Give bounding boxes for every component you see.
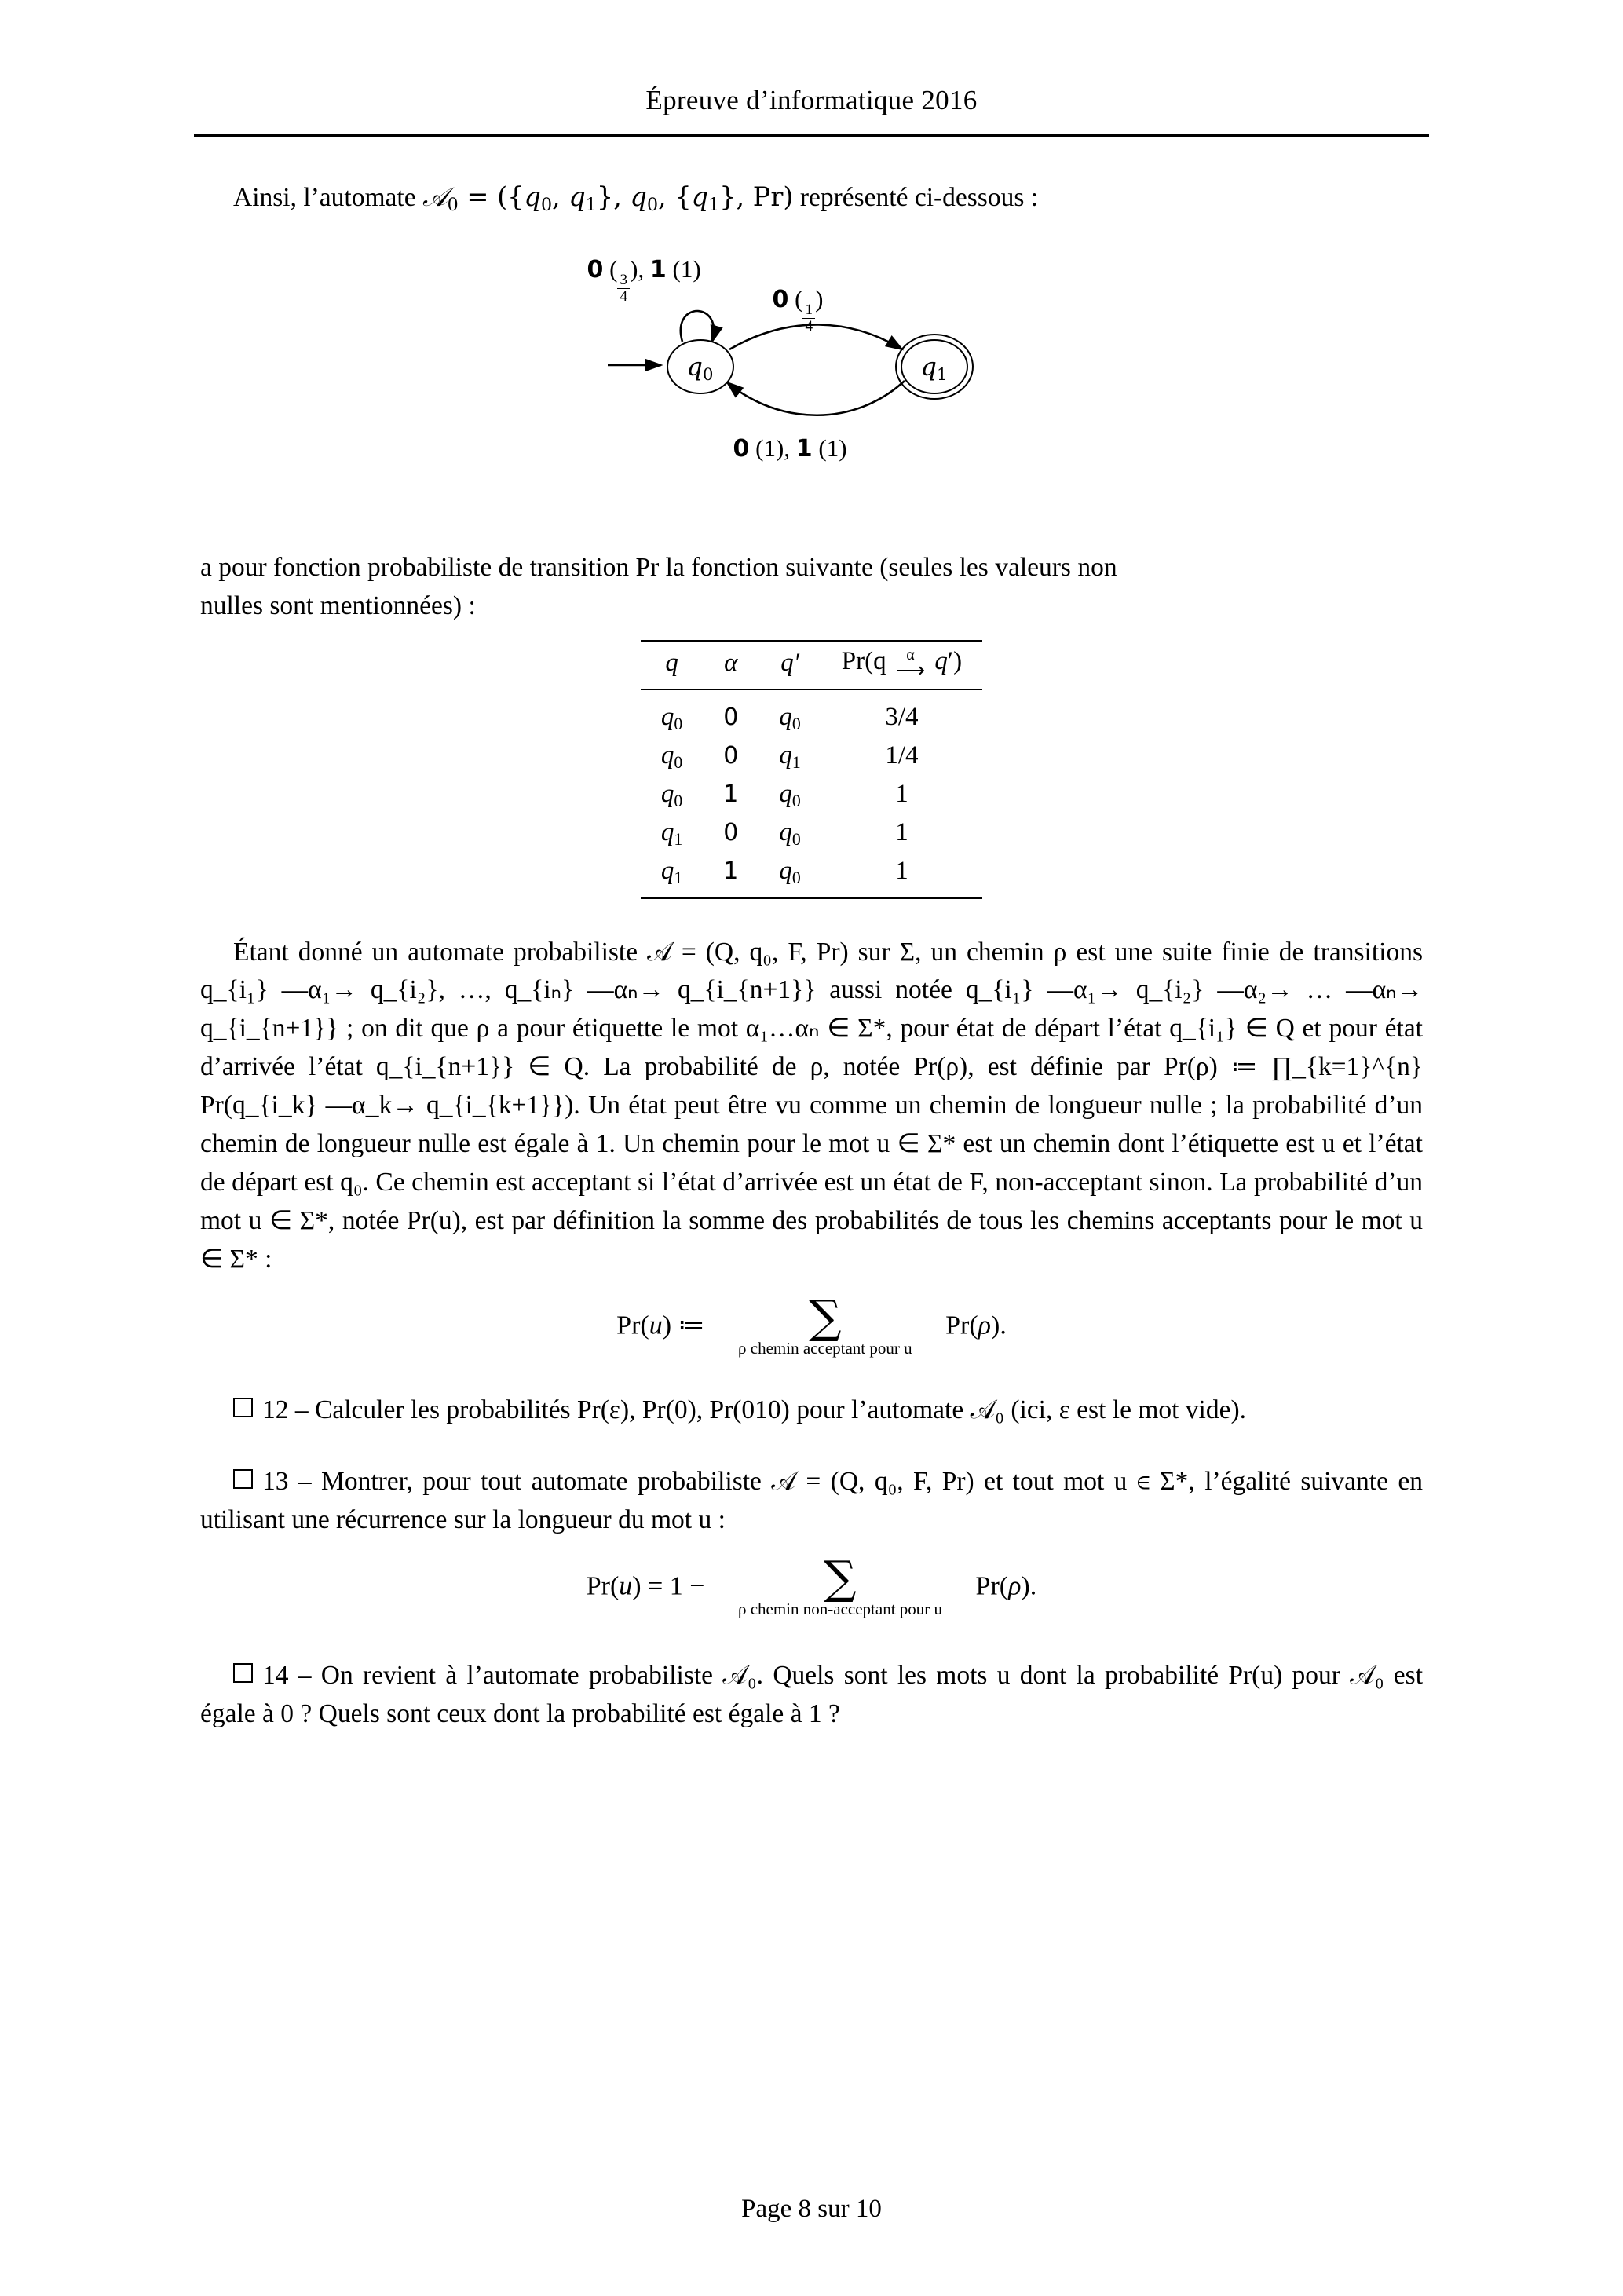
table-row: [641, 775, 982, 813]
self-loop-symbol-0: 0: [587, 255, 604, 283]
col-pr-alpha: α: [906, 645, 915, 664]
cell-qprime: $q_0$: [779, 702, 801, 733]
col-pr-suffix: q′): [934, 646, 963, 675]
page-header: [200, 0, 1423, 116]
cell-pr: 1: [895, 779, 908, 808]
cell-pr: 1/4: [885, 740, 919, 770]
bottom-edge-symbol-0: 0: [733, 434, 750, 462]
cell-alpha: 1: [723, 857, 739, 885]
transition-paragraph: [200, 549, 1423, 626]
table-row: [641, 689, 982, 737]
cell-pr: 3/4: [885, 702, 919, 731]
cell-pr: 1: [895, 817, 908, 846]
automaton-state-q0: [667, 339, 734, 394]
automaton-bottom-edge-label: [733, 434, 847, 462]
cell-q: $q_0$: [660, 702, 683, 733]
cell-qprime: $q_0$: [779, 779, 801, 810]
sum-subscript: ρ chemin non-acceptant pour u: [737, 1599, 943, 1618]
intro-text-before: Ainsi, l’automate: [233, 183, 422, 212]
definition-text: Étant donné un automate probabiliste 𝒜 = (Q, q₀, F, Pr) sur Σ, un chemin ρ est une suite finie de transitions q_{i₁} —α₁→ q_{i₂}, …, q_{iₙ} —αₙ→ q_{i_{n+1}} aussi notée q_{i₁} —α₁→ q_{i₂} —α₂→ … —αₙ→ q_{i_{n+1}} ; on dit que ρ a pour étiquette le mot α₁…αₙ ∈ Σ*, pour état de départ l’état q_{i₁} ∈ Q et pour état d’arrivée l’état q_{i_{n+1}} ∈ Q. La probabilité de ρ, notée Pr(ρ), est définie par Pr(ρ) ≔ ∏_{k=1}^{n} Pr(q_{i_k} —α_k→ q_{i_{k+1}}). Un état peut être vu comme un chemin de longueur nulle ; la probabilité d’un chemin de longueur nulle est égale à 1. Un chemin pour le mot u ∈ Σ* est un chemin dont l’étiquette est u et l’état de départ est q₀. Ce chemin est acceptant si l’état d’arrivée est un état de F, non-acceptant sinon. La probabilité d’un mot u ∈ Σ*, notée Pr(u), est par définition la somme des probabilités de tous les chemins acceptants pour le mot u ∈ Σ* :: [200, 937, 1423, 1274]
equation-2-sum: [737, 1550, 943, 1619]
cell-q: $q_0$: [660, 740, 683, 772]
definition-paragraph: [200, 934, 1423, 1279]
sum-sigma: ∑: [809, 1289, 842, 1344]
transition-table: [641, 640, 982, 899]
page-footer: [0, 2195, 1623, 2224]
cell-alpha: 0: [723, 703, 739, 731]
question-13-number: 13: [262, 1466, 289, 1496]
transition-table-wrap: [200, 640, 1423, 899]
table-row: [641, 813, 982, 852]
state-label-q1: $q_1$: [920, 351, 948, 384]
question-13: [200, 1463, 1423, 1540]
question-12: [200, 1391, 1423, 1430]
transition-line-2: nulles sont mentionnées) :: [200, 590, 476, 620]
automaton-self-loop-label: [587, 255, 701, 305]
automaton-top-edge-label: [773, 285, 824, 335]
self-loop-prob-3-4: ( $\frac{3}{4}$ ),: [609, 254, 645, 305]
bottom-edge-symbol-1: 1: [795, 434, 813, 462]
bottom-edge-prob-1b: (1): [818, 433, 847, 462]
header-title: Épreuve d’informatique 2016: [645, 85, 978, 115]
col-qprime: q′: [780, 648, 799, 677]
cell-qprime: $q_1$: [779, 740, 801, 772]
equation-pr-sum-accepting: [200, 1289, 1423, 1358]
top-edge-prob-1-4: ( $\frac{1}{4}$ ): [795, 284, 824, 335]
cell-alpha: 0: [723, 818, 739, 846]
equation-1-rhs: Pr(ρ).: [945, 1311, 1007, 1340]
cell-alpha: 1: [723, 780, 739, 808]
cell-q: $q_0$: [660, 779, 683, 810]
cell-qprime: $q_0$: [779, 817, 801, 849]
cell-qprime: $q_0$: [779, 856, 801, 887]
table-body: [641, 689, 982, 898]
automaton-diagram: [587, 239, 1032, 499]
footer-text: Page 8 sur 10: [741, 2195, 882, 2223]
equation-2-rhs: Pr(ρ).: [975, 1571, 1037, 1600]
automaton-definition: 𝒜$_0$ = ({$q_0$, $q_1$}, $q_0$, $\{q_1\}$, Pr): [422, 181, 794, 216]
equation-1-lhs: Pr(u) ≔: [616, 1311, 705, 1340]
state-label-q0: $q_0$: [686, 351, 714, 384]
question-14-text: – On revient à l’automate probabiliste 𝒜₀. Quels sont les mots u dont la probabilité Pr(u) pour 𝒜₀ est égale à 0 ? Quels sont ceux dont la probabilité est égale à 1 ?: [200, 1660, 1423, 1728]
table-header-row: [641, 641, 982, 689]
question-12-checkbox[interactable]: [233, 1398, 253, 1417]
automaton-figure: [200, 239, 1423, 506]
sum-subscript: ρ chemin acceptant pour u: [738, 1338, 912, 1358]
equation-pr-sum-non-accepting: [200, 1550, 1423, 1619]
bottom-edge-prob-1a: (1),: [755, 433, 791, 462]
equation-2-lhs: Pr(u) = 1 −: [586, 1571, 705, 1600]
top-edge-symbol-0: 0: [772, 285, 789, 313]
header-rule: [194, 134, 1429, 137]
cell-q: $q_1$: [660, 817, 683, 849]
sum-sigma: ∑: [824, 1550, 857, 1604]
table-header: [641, 641, 982, 689]
self-loop-prob-1: (1): [672, 254, 701, 283]
col-alpha: α: [724, 648, 738, 677]
intro-text-after: représenté ci-dessous :: [793, 183, 1039, 212]
cell-pr: 1: [895, 856, 908, 885]
question-12-number: 12: [262, 1395, 289, 1424]
question-12-text: – Calculer les probabilités Pr(ε), Pr(0), Pr(010) pour l’automate 𝒜₀ (ici, ε est le mot vide).: [294, 1395, 1247, 1424]
transition-line-1: a pour fonction probabiliste de transition Pr la fonction suivante (seules les valeurs non: [200, 552, 1117, 582]
question-14-checkbox[interactable]: [233, 1663, 253, 1683]
cell-q: $q_1$: [660, 856, 683, 887]
col-pr-prefix: Pr(q: [841, 646, 886, 675]
question-13-text: – Montrer, pour tout automate probabiliste 𝒜 = (Q, q₀, F, Pr) et tout mot u ∈ Σ*, l’égalité suivante en utilisant une récurrence sur la longueur du mot u :: [200, 1466, 1423, 1534]
equation-1-sum: [738, 1289, 912, 1358]
question-14-number: 14: [262, 1660, 289, 1690]
automaton-state-q1: [901, 339, 968, 394]
intro-paragraph: [200, 178, 1423, 218]
question-13-checkbox[interactable]: [233, 1469, 253, 1489]
cell-alpha: 0: [723, 741, 739, 770]
self-loop-symbol-1: 1: [649, 255, 667, 283]
question-14: [200, 1657, 1423, 1734]
table-row: [641, 737, 982, 775]
table-row: [641, 852, 982, 898]
col-q: q: [665, 648, 678, 677]
col-pr: Pr(q α ⟶ q′): [841, 645, 963, 682]
